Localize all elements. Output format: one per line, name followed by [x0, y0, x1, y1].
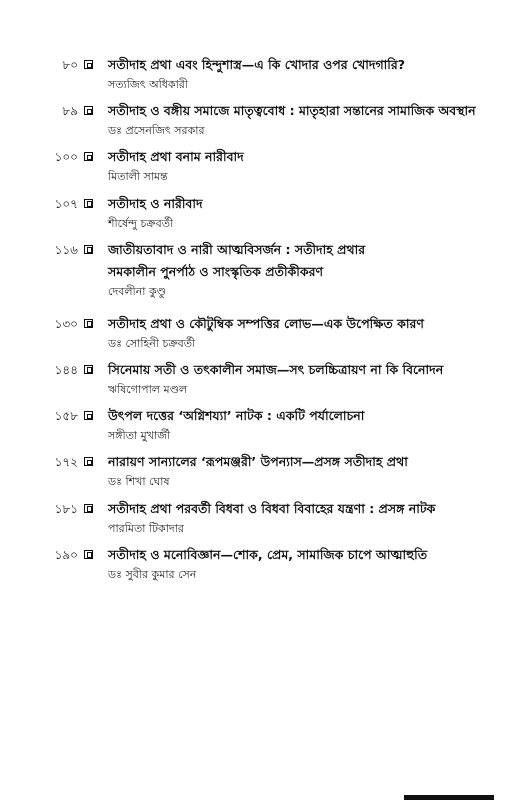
table-of-contents — [0, 56, 518, 592]
article-title: সতীদাহ ও নারীবাদ — [108, 195, 203, 211]
entry-content — [108, 453, 490, 490]
page-number: ১৫৮ — [54, 409, 78, 424]
article-title: সতীদাহ প্রথা পরবর্তী বিধবা ও বিধবা বিবাহের যন্ত্রণা : প্রসঙ্গ নাটক — [108, 500, 436, 516]
toc-entry[interactable] — [0, 56, 518, 102]
author-name: শীর্ষেন্দু চক্রবর্তী — [108, 216, 174, 230]
article-title: নারায়ণ সান্যালের ‘রূপমঞ্জরী’ উপন্যাস—প্রসঙ্গ সতীদাহ প্রথা — [108, 454, 408, 470]
square-bullet-icon — [84, 365, 93, 374]
square-bullet-icon — [84, 106, 93, 115]
toc-entry[interactable] — [0, 361, 518, 407]
square-bullet-icon — [84, 245, 93, 254]
page-number: ১১৬ — [54, 242, 78, 257]
entry-content — [108, 361, 490, 398]
author-name: ঋষিগোপাল মণ্ডল — [108, 382, 188, 396]
article-title: সতীদাহ ও মনোবিজ্ঞান—শোক, প্রেম, সামাজিক চাপে আত্মাহুতি — [108, 546, 428, 562]
page-number: ১৭২ — [54, 455, 78, 470]
square-bullet-icon — [84, 411, 93, 420]
toc-entry[interactable] — [0, 546, 518, 592]
footer-rule — [404, 795, 494, 800]
entry-content — [108, 315, 490, 352]
toc-entry[interactable] — [0, 148, 518, 194]
entry-content — [108, 195, 490, 232]
article-title: সতীদাহ প্রথা ও কৌটুম্বিক সম্পত্তির লোভ—এক উপেক্ষিত কারণ — [108, 315, 424, 331]
square-bullet-icon — [84, 319, 93, 328]
page-number: ১০৭ — [54, 196, 78, 211]
entry-content — [108, 56, 490, 93]
page-number: ১৮১ — [54, 501, 78, 516]
page-number: ৮৯ — [62, 104, 78, 119]
author-name: ডঃ সোহিনী চক্রবর্তী — [108, 336, 196, 350]
toc-entry[interactable] — [0, 102, 518, 148]
author-name: মিতালী সামন্ত — [108, 170, 168, 184]
page-number: ১৪৪ — [54, 362, 78, 377]
author-name: দেবলীনা কুণ্ডু — [108, 284, 166, 298]
article-title: সতীদাহ প্রথা এবং হিন্দুশাস্ত্র—এ কি খোদার ওপর খোদগারি? — [108, 57, 405, 72]
square-bullet-icon — [84, 504, 93, 513]
author-name: সঙ্গীতা মুখার্জী — [108, 429, 171, 443]
page-number: ১৩০ — [54, 316, 78, 331]
toc-entry[interactable] — [0, 241, 518, 315]
toc-entry[interactable] — [0, 315, 518, 361]
author-name: সত্যজিৎ অধিকারী — [108, 78, 188, 91]
entry-content — [108, 102, 490, 139]
toc-entry[interactable] — [0, 195, 518, 241]
square-bullet-icon — [84, 199, 93, 208]
toc-entry[interactable] — [0, 453, 518, 499]
entry-content — [108, 148, 490, 185]
author-name: পারমিতা টিকাদার — [108, 521, 184, 535]
entry-content — [108, 546, 490, 583]
square-bullet-icon — [84, 457, 93, 466]
article-title: সতীদাহ প্রথা বনাম নারীবাদ — [108, 149, 244, 165]
page-number: ১৯০ — [54, 547, 78, 562]
entry-content — [108, 241, 490, 300]
square-bullet-icon — [84, 550, 93, 559]
entry-content — [108, 500, 490, 537]
article-title-continued: সমকালীন পুনর্পাঠ ও সাংস্কৃতিক প্রতীকীকরণ — [108, 263, 324, 279]
article-title: সিনেমায় সতী ও তৎকালীন সমাজ—সৎ চলচ্চিত্রায়ণ না কি বিনোদন — [108, 361, 444, 377]
article-title: উৎপল দত্তের ‘অগ্নিশয্যা’ নাটক : একটি পর্যালোচনা — [108, 408, 365, 424]
square-bullet-icon — [84, 60, 93, 69]
article-title: জাতীয়তাবাদ ও নারী আত্মবিসর্জন : সতীদাহ প্রথার — [108, 241, 366, 257]
toc-entry[interactable] — [0, 500, 518, 546]
page-number: ১০০ — [54, 150, 78, 165]
page-number: ৮০ — [62, 58, 78, 72]
author-name: ডঃ সুবীর কুমার সেন — [108, 567, 197, 581]
author-name: ডঃ প্রসেনজিৎ সরকার — [108, 124, 205, 138]
toc-entry[interactable] — [0, 407, 518, 453]
entry-content — [108, 407, 490, 444]
square-bullet-icon — [84, 152, 93, 161]
article-title: সতীদাহ ও বঙ্গীয় সমাজে মাতৃত্ববোধ : মাতৃহারা সন্তানের সামাজিক অবস্থান — [108, 103, 476, 119]
author-name: ডঃ শিখা ঘোষ — [108, 475, 170, 489]
